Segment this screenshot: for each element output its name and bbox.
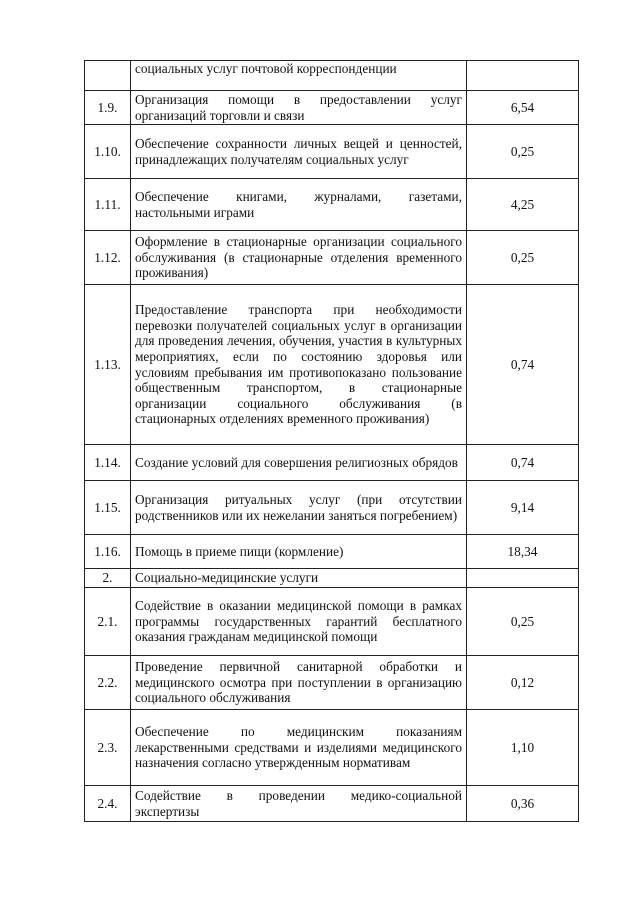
table-row <box>85 179 579 231</box>
table-row <box>85 285 579 445</box>
table-row <box>85 231 579 285</box>
row-value <box>467 61 579 91</box>
row-value: 0,36 <box>467 786 579 822</box>
row-value: 9,14 <box>467 481 579 535</box>
row-value: 0,74 <box>467 285 579 445</box>
row-value: 1,10 <box>467 710 579 786</box>
row-number <box>85 61 131 91</box>
row-description: Обеспечение сохранности личных вещей и ценностей, принадлежащих получателям социальных услуг <box>131 125 467 179</box>
row-value: 6,54 <box>467 91 579 125</box>
table-row <box>85 91 579 125</box>
row-number: 2.3. <box>85 710 131 786</box>
table-row <box>85 61 579 91</box>
row-description: Организация ритуальных услуг (при отсутствии родственников или их нежелании заняться погребением) <box>131 481 467 535</box>
row-number: 2. <box>85 569 131 588</box>
row-description: Помощь в приеме пищи (кормление) <box>131 535 467 569</box>
row-value: 18,34 <box>467 535 579 569</box>
table-row <box>85 481 579 535</box>
row-description: Создание условий для совершения религиозных обрядов <box>131 445 467 481</box>
row-number: 2.4. <box>85 786 131 822</box>
row-number: 1.15. <box>85 481 131 535</box>
section-header-row <box>85 569 579 588</box>
table-row <box>85 710 579 786</box>
row-value: 0,25 <box>467 588 579 656</box>
row-description: Содействие в проведении медико-социальной экспертизы <box>131 786 467 822</box>
row-description: Обеспечение по медицинским показаниям лекарственными средствами и изделиями медицинского назначения согласно утвержденным нормативам <box>131 710 467 786</box>
row-description: Проведение первичной санитарной обработки и медицинского осмотра при поступлении в организацию социального обслуживания <box>131 656 467 710</box>
table-row <box>85 445 579 481</box>
table-row <box>85 125 579 179</box>
table-row <box>85 588 579 656</box>
row-description: социальных услуг почтовой корреспонденции <box>131 61 467 91</box>
services-table <box>84 60 579 822</box>
row-value: 0,74 <box>467 445 579 481</box>
row-value: 0,25 <box>467 231 579 285</box>
row-number: 1.10. <box>85 125 131 179</box>
row-value: 0,25 <box>467 125 579 179</box>
row-number: 2.2. <box>85 656 131 710</box>
row-number: 1.11. <box>85 179 131 231</box>
table-row <box>85 656 579 710</box>
row-number: 1.14. <box>85 445 131 481</box>
row-number: 1.16. <box>85 535 131 569</box>
row-number: 1.12. <box>85 231 131 285</box>
row-value: 0,12 <box>467 656 579 710</box>
row-number: 1.9. <box>85 91 131 125</box>
row-description: Организация помощи в предоставлении услуг организаций торговли и связи <box>131 91 467 125</box>
row-description: Обеспечение книгами, журналами, газетами, настольными играми <box>131 179 467 231</box>
row-number: 2.1. <box>85 588 131 656</box>
row-description: Содействие в оказании медицинской помощи в рамках программы государственных гарантий бесплатного оказания гражданам медицинской помощи <box>131 588 467 656</box>
row-value <box>467 569 579 588</box>
table-row <box>85 535 579 569</box>
section-title: Социально-медицинские услуги <box>131 569 467 588</box>
row-number: 1.13. <box>85 285 131 445</box>
row-value: 4,25 <box>467 179 579 231</box>
table-row <box>85 786 579 822</box>
row-description: Оформление в стационарные организации социального обслуживания (в стационарные отделения временного проживания) <box>131 231 467 285</box>
row-description: Предоставление транспорта при необходимости перевозки получателей социальных услуг в организации для проведения лечения, обучения, участия в культурных мероприятиях, если по состоянию здоровья или условиям пребывания им противопоказано пользование общественным транспортом, в стационарные организации социального обслуживания (в стационарных отделениях временного проживания) <box>131 285 467 445</box>
